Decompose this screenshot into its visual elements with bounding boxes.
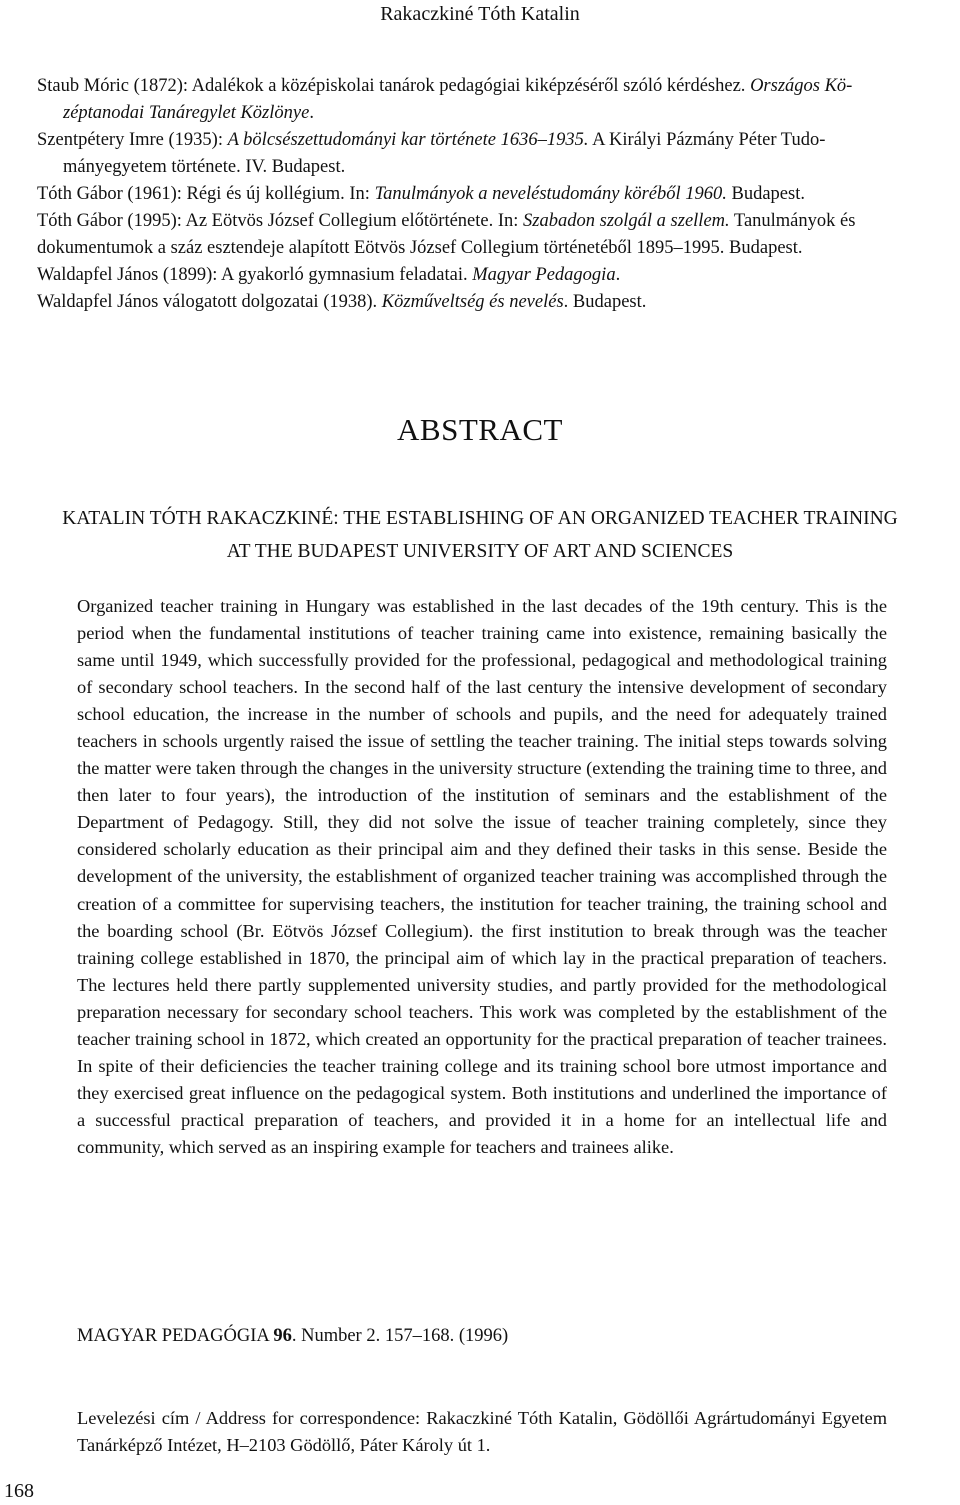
correspondence-address: Levelezési cím / Address for correspondence: Rakaczkiné Tóth Katalin, Gödöllői Agrártudományi Egyetem Tanárképző Intézet, H–2103 Gödöllő, Páter Károly út 1. — [77, 1408, 887, 1455]
reference-item: Staub Móric (1872): Adalékok a középiskolai tanárok pedagógiai kiképzéséről szóló kérdéshez. Országos Kö- zéptanodai Tanáregylet Közlönye. — [37, 76, 853, 123]
reference-item: Szentpétery Imre (1935): A bölcsészettudományi kar története 1636–1935. A Királyi Pázmány Péter Tudo- mányegyetem története. IV. Budapest. — [37, 130, 826, 177]
reference-item: Tóth Gábor (1961): Régi és új kollégium. In: Tanulmányok a neveléstudomány köréből 1960. Budapest. — [37, 184, 805, 204]
journal-volume: 96 — [273, 1326, 292, 1346]
abstract-heading-line: AT THE BUDAPEST UNIVERSITY OF ART AND SCIENCES — [226, 541, 734, 562]
abstract-heading — [0, 502, 960, 568]
reference-list — [37, 73, 923, 316]
reference-item: Waldapfel János (1899): A gyakorló gymnasium feladatai. Magyar Pedagogia. — [37, 265, 621, 285]
reference-item: Tóth Gábor (1995): Az Eötvös József Collegium előtörténete. In: Szabadon szolgál a szellem. Tanulmányok és dokumentumok a száz esztendeje alapított Eötvös József Collegium történetéből 1895–1995. Budapest. — [37, 211, 856, 258]
running-header: Rakaczkiné Tóth Katalin — [380, 3, 580, 25]
abstract-heading-line: KATALIN TÓTH RAKACZKINÉ: THE ESTABLISHING OF AN ORGANIZED TEACHER TRAINING — [62, 508, 898, 529]
abstract-body: Organized teacher training in Hungary was established in the last decades of the 19th century. This is the period when the fundamental institutions of teacher training came into existence, remaining basically the same until 1949, which successfully provided for the professional, pedagogical and methodological training of secondary school teachers. In the second half of the last century the intensive development of secondary school education, the increase in the number of schools and pupils, and the need for adequately trained teachers in schools urgently raised the issue of settling the teacher training. The initial steps towards solving the matter were taken through the changes in the university structure (extending the training time to three, and then later to four years), the introduction of the institution of seminars and the establishment of the Department of Pedagogy. Still, they did not solve the issue of teacher training completely, since they considered scholarly education as their principal aim and they defined their tasks in this sense. Beside the development of the university, the establishment of organized teacher training was accomplished through the creation of a committee for supervising teachers, the institution for teacher training, the training school and the boarding school (Br. Eötvös József Collegium). the first institution to break through was the teacher training college established in 1870, the principal aim of which lay in the practical preparation of teachers. The lectures held there partly supplemented university studies, and partly provided for the methodological preparation necessary for secondary school teachers. This work was completed by the establishment of the teacher training school in 1872, which created an opportunity for the practical preparation of teacher trainees. In spite of their deficiencies the teacher training college and its training school bore utmost importance and they exercised great influence on the pedagogical system. Both institutions and underlined the importance of a successful practical preparation of teachers, and provided it in a home for an intellectual life and community, which served as an inspiring example for teachers and trainees alike. — [77, 596, 887, 1157]
page-number: 168 — [4, 1480, 34, 1502]
reference-item: Waldapfel János válogatott dolgozatai (1938). Közműveltség és nevelés. Budapest. — [37, 292, 647, 312]
abstract-title: ABSTRACT — [397, 412, 563, 447]
journal-citation: MAGYAR PEDAGÓGIA 96. Number 2. 157–168. (1996) — [77, 1326, 509, 1346]
